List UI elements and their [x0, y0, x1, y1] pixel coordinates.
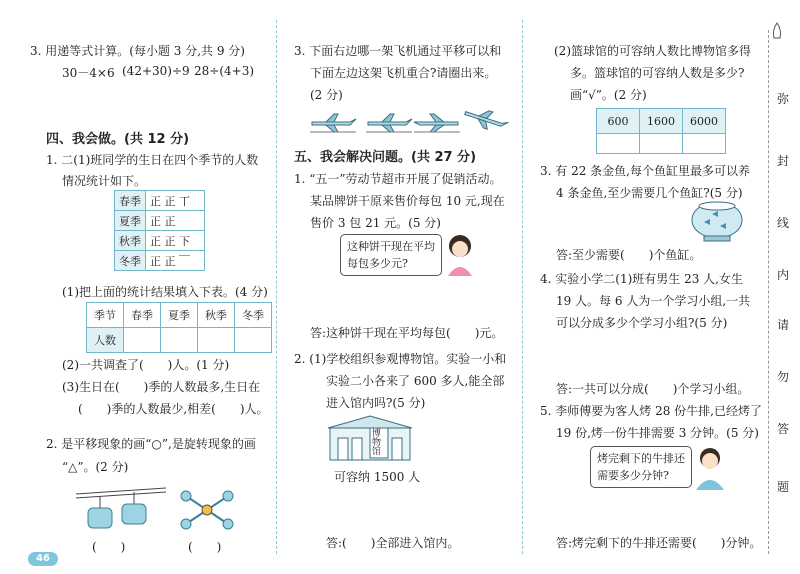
airplane-icon [414, 114, 460, 132]
airplane-icon [310, 114, 356, 132]
q1-sub1: (1)把上面的统计结果填入下表。(4 分) [62, 285, 268, 299]
p5-speech-bubble [590, 446, 692, 488]
p2-line3: 进入馆内吗?(5 分) [326, 396, 426, 410]
tally-season: 冬季 [115, 251, 146, 271]
stat-header-cell: 季节 [87, 303, 124, 328]
capacity-options-table [596, 108, 726, 154]
girl-illustration [440, 232, 480, 278]
rotating-ride-illustration [178, 486, 236, 534]
tally-row [115, 251, 205, 271]
q1-sub2: (2)一共调查了( )人。(1 分) [62, 358, 230, 372]
p1-speech-bubble [340, 234, 442, 276]
p2b-line1: (2)篮球馆的可容纳人数比博物馆多得 [554, 44, 751, 58]
rocket-icon [770, 22, 784, 44]
tally-row [115, 231, 205, 251]
tally-marks: 正 正 [146, 211, 205, 231]
p2-line2: 实验二小各来了 600 多人,能全部 [326, 374, 505, 388]
museum-building-illustration [326, 414, 416, 462]
calc-expression-1: 30－4×6 [62, 66, 115, 80]
p1-line3: 售价 3 包 21 元。(5 分) [310, 216, 441, 230]
capacity-option: 1600 [640, 109, 683, 134]
q2-text-line2: “△”。(2 分) [62, 460, 129, 474]
stat-answer-cell[interactable] [198, 328, 235, 353]
p1-line1: 1. “五一”劳动节超市开展了促销活动。 [294, 172, 502, 186]
q3-plane-line2: 下面左边这架飞机重合?请圈出来。 [310, 66, 497, 80]
airplanes-row [310, 108, 510, 136]
p5-bubble-line2: 需要多少分钟? [597, 469, 669, 482]
q2-answer-2[interactable]: ( ) [188, 540, 222, 554]
stat-row-label: 人数 [87, 328, 124, 353]
p4-line3: 可以分成多少个学习小组?(5 分) [556, 316, 728, 330]
margin-char: 题 [777, 480, 790, 494]
cable-car-illustration [76, 486, 166, 534]
p1-answer: 答:这种饼干现在平均每包( )元。 [310, 326, 504, 340]
p3-answer: 答:至少需要( )个鱼缸。 [556, 248, 702, 262]
stat-header-cell: 春季 [124, 303, 161, 328]
stat-table [86, 302, 272, 353]
fish-tank-illustration [690, 200, 744, 242]
stat-header-cell: 秋季 [198, 303, 235, 328]
p5-answer: 答:烤完剩下的牛排还需要( )分钟。 [556, 536, 762, 550]
p3-line2: 4 条金鱼,至少需要几个鱼缸?(5 分) [556, 186, 743, 200]
capacity-check-cell[interactable] [640, 134, 683, 154]
p1-line2: 某品牌饼干原来售价每包 10 元,现在 [310, 194, 505, 208]
p2b-line2: 多。篮球馆的可容纳人数是多少? [570, 66, 745, 80]
stat-header-row [87, 303, 272, 328]
q3-calc-title: 3. 用递等式计算。(每小题 3 分,共 9 分) [30, 44, 245, 58]
capacity-option: 600 [597, 109, 640, 134]
q1-text-line2: 情况统计如下。 [62, 174, 147, 188]
tally-row [115, 211, 205, 231]
tally-table [114, 190, 205, 271]
p2-line1: 2. (1)学校组织参观博物馆。实验一小和 [294, 352, 507, 366]
capacity-check-cell[interactable] [683, 134, 726, 154]
p3-line1: 3. 有 22 条金鱼,每个鱼缸里最多可以养 [540, 164, 750, 178]
calc-expression-3: 28÷(4+3) [194, 64, 255, 78]
capacity-check-cell[interactable] [597, 134, 640, 154]
margin-char: 线 [777, 216, 790, 230]
column-divider-1 [276, 20, 277, 554]
margin-char: 封 [777, 154, 790, 168]
q1-sub3-line2: ( )季的人数最少,相差( )人。 [78, 402, 269, 416]
stat-answer-cell[interactable] [161, 328, 198, 353]
p5-bubble-line1: 烤完剩下的牛排还 [597, 452, 685, 465]
section-5-heading: 五、我会解决问题。(共 27 分) [294, 150, 477, 165]
p1-bubble-line1: 这种饼干现在平均 [347, 240, 435, 253]
q3-plane-line1: 3. 下面右边哪一架飞机通过平移可以和 [294, 44, 502, 58]
capacity-options-row [597, 109, 726, 134]
tally-marks: 正 正 下 [146, 231, 205, 251]
tally-marks: 正 正 丅 [146, 191, 205, 211]
tally-season: 春季 [115, 191, 146, 211]
stat-header-cell: 冬季 [235, 303, 272, 328]
p5-line2: 19 份,烤一份牛排需要 3 分钟。(5 分) [556, 426, 759, 440]
q3-plane-line3: (2 分) [310, 88, 343, 102]
p4-line1: 4. 实验小学二(1)班有男生 23 人,女生 [540, 272, 743, 286]
margin-char: 请 [777, 318, 790, 332]
q2-text-line1: 2. 是平移现象的画“○”,是旋转现象的画 [46, 437, 256, 451]
p5-line1: 5. 李师傅要为客人烤 28 份牛排,已经烤了 [540, 404, 762, 418]
binding-margin [758, 0, 800, 574]
margin-char: 弥 [777, 92, 790, 106]
seal-line [768, 30, 769, 554]
calc-expression-2: (42+30)÷9 [122, 64, 190, 78]
q1-sub3-line1: (3)生日在( )季的人数最多,生日在 [62, 380, 261, 394]
airplane-icon [366, 114, 412, 132]
tally-season: 秋季 [115, 231, 146, 251]
museum-sign: 博物馆 [372, 429, 382, 457]
margin-char: 内 [777, 268, 790, 282]
p2b-line3: 画“√”。(2 分) [570, 88, 647, 102]
stat-header-cell: 夏季 [161, 303, 198, 328]
p2-answer: 答:( )全部进入馆内。 [326, 536, 460, 550]
chef-illustration [690, 444, 730, 490]
margin-char: 勿 [777, 370, 790, 384]
p4-answer: 答:一共可以分成( )个学习小组。 [556, 382, 750, 396]
page-number-badge: 46 [28, 552, 58, 566]
column-divider-2 [522, 20, 523, 554]
tally-row [115, 191, 205, 211]
q2-answer-1[interactable]: ( ) [92, 540, 126, 554]
tally-marks: 正 正 ￣ [146, 251, 205, 271]
museum-capacity-caption: 可容纳 1500 人 [334, 470, 421, 484]
tally-season: 夏季 [115, 211, 146, 231]
capacity-check-row [597, 134, 726, 154]
capacity-option: 6000 [683, 109, 726, 134]
airplane-icon [463, 108, 510, 135]
q1-text-line1: 1. 二(1)班同学的生日在四个季节的人数 [46, 153, 259, 167]
stat-answer-cell[interactable] [124, 328, 161, 353]
margin-char: 答 [777, 422, 790, 436]
stat-data-row [87, 328, 272, 353]
stat-answer-cell[interactable] [235, 328, 272, 353]
section-4-heading: 四、我会做。(共 12 分) [46, 132, 190, 147]
p1-bubble-line2: 每包多少元? [347, 257, 408, 270]
p4-line2: 19 人。每 6 人为一个学习小组,一共 [556, 294, 751, 308]
